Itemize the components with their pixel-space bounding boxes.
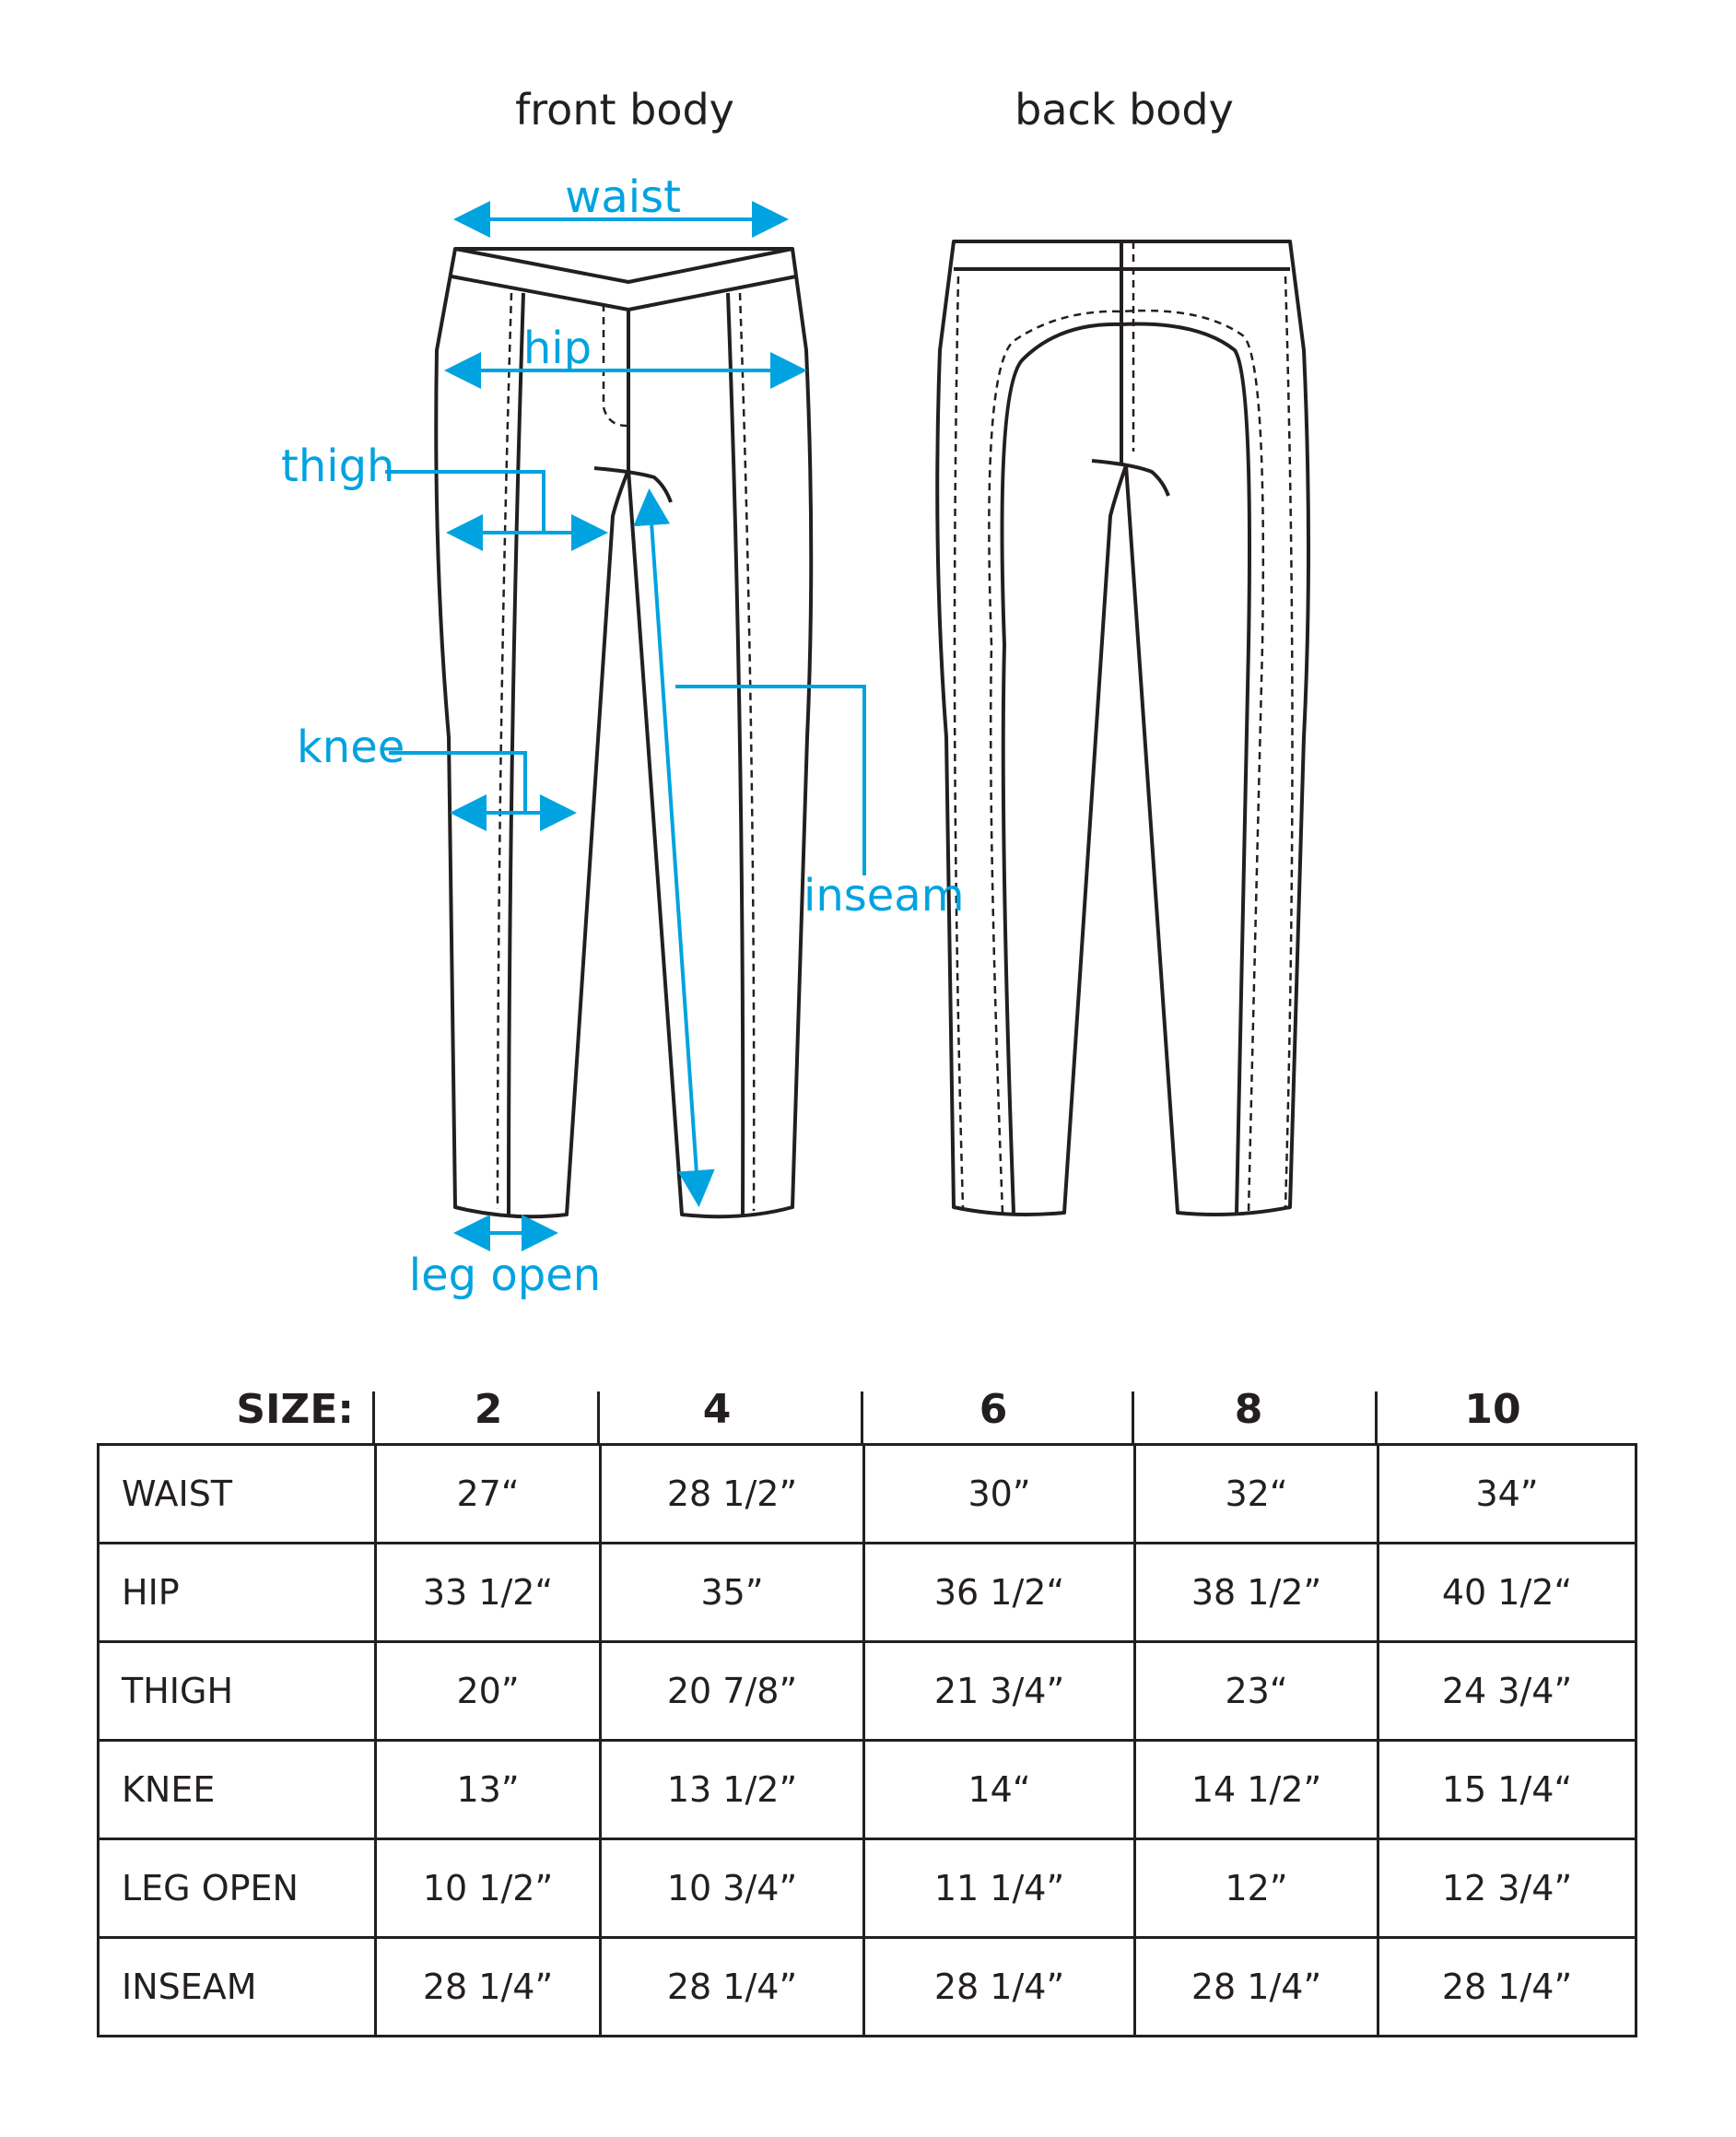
- measurement-cell: 12”: [1135, 1839, 1378, 1938]
- row-label: THIGH: [99, 1642, 376, 1741]
- size-header-divider: [1375, 1391, 1378, 1445]
- measurement-cell: 27“: [376, 1445, 601, 1544]
- row-label: WAIST: [99, 1445, 376, 1544]
- measurement-cell: 14“: [864, 1741, 1135, 1839]
- measurement-cell: 20 7/8”: [601, 1642, 864, 1741]
- table-row-leg-open: [99, 1839, 1636, 1938]
- size-6-header: 6: [979, 1386, 1008, 1433]
- measurement-cell: 28 1/4”: [376, 1938, 601, 2037]
- table-row-knee: [99, 1741, 1636, 1839]
- measurement-cell: 14 1/2”: [1135, 1741, 1378, 1839]
- back-pants-drawing: [937, 241, 1308, 1215]
- size-header-divider: [861, 1391, 863, 1445]
- back-body-title: back body: [1015, 85, 1234, 135]
- measurement-cell: 11 1/4”: [864, 1839, 1135, 1938]
- measurement-cell: 10 3/4”: [601, 1839, 864, 1938]
- measurement-cell: 15 1/4“: [1378, 1741, 1636, 1839]
- size-2-header: 2: [474, 1386, 503, 1433]
- size-header-divider: [1132, 1391, 1134, 1445]
- front-body-title: front body: [515, 85, 734, 135]
- row-label: INSEAM: [99, 1938, 376, 2037]
- measurement-cell: 30”: [864, 1445, 1135, 1544]
- measurement-cell: 28 1/4”: [1135, 1938, 1378, 2037]
- size-4-header: 4: [702, 1386, 732, 1433]
- size-header-divider: [597, 1391, 600, 1445]
- measurement-cell: 34”: [1378, 1445, 1636, 1544]
- size-label: SIZE:: [236, 1386, 354, 1433]
- table-row-thigh: [99, 1642, 1636, 1741]
- knee-label: knee: [297, 722, 405, 773]
- size-10-header: 10: [1464, 1386, 1521, 1433]
- measurement-cell: 40 1/2“: [1378, 1544, 1636, 1642]
- measurement-cell: 35”: [601, 1544, 864, 1642]
- measurement-cell: 28 1/2”: [601, 1445, 864, 1544]
- measurement-cell: 28 1/4”: [1378, 1938, 1636, 2037]
- size-header-row: [0, 1382, 1736, 1436]
- measurement-cell: 36 1/2“: [864, 1544, 1135, 1642]
- table-row-inseam: [99, 1938, 1636, 2037]
- measurement-cell: 28 1/4”: [601, 1938, 864, 2037]
- row-label: KNEE: [99, 1741, 376, 1839]
- hip-label: hip: [522, 323, 592, 374]
- measurement-cell: 12 3/4”: [1378, 1839, 1636, 1938]
- row-label: LEG OPEN: [99, 1839, 376, 1938]
- measurement-cell: 21 3/4”: [864, 1642, 1135, 1741]
- measurement-cell: 28 1/4”: [864, 1938, 1135, 2037]
- size-8-header: 8: [1234, 1386, 1263, 1433]
- measurement-cell: 32“: [1135, 1445, 1378, 1544]
- waist-label: waist: [565, 171, 681, 223]
- thigh-label: thigh: [281, 440, 395, 492]
- measurement-cell: 13”: [376, 1741, 601, 1839]
- measurement-cell: 13 1/2”: [601, 1741, 864, 1839]
- size-table: [97, 1443, 1637, 2037]
- measurement-cell: 24 3/4”: [1378, 1642, 1636, 1741]
- table-row-waist: [99, 1445, 1636, 1544]
- inseam-label: inseam: [803, 870, 965, 922]
- measurement-cell: 38 1/2”: [1135, 1544, 1378, 1642]
- measurement-cell: 20”: [376, 1642, 601, 1741]
- measurement-cell: 23“: [1135, 1642, 1378, 1741]
- size-header-divider: [372, 1391, 375, 1445]
- measurement-cell: 33 1/2“: [376, 1544, 601, 1642]
- size-table-body: [99, 1445, 1636, 2037]
- leg-open-label: leg open: [408, 1250, 602, 1301]
- front-pants-drawing: [436, 249, 811, 1216]
- row-label: HIP: [99, 1544, 376, 1642]
- table-row-hip: [99, 1544, 1636, 1642]
- measurement-cell: 10 1/2”: [376, 1839, 601, 1938]
